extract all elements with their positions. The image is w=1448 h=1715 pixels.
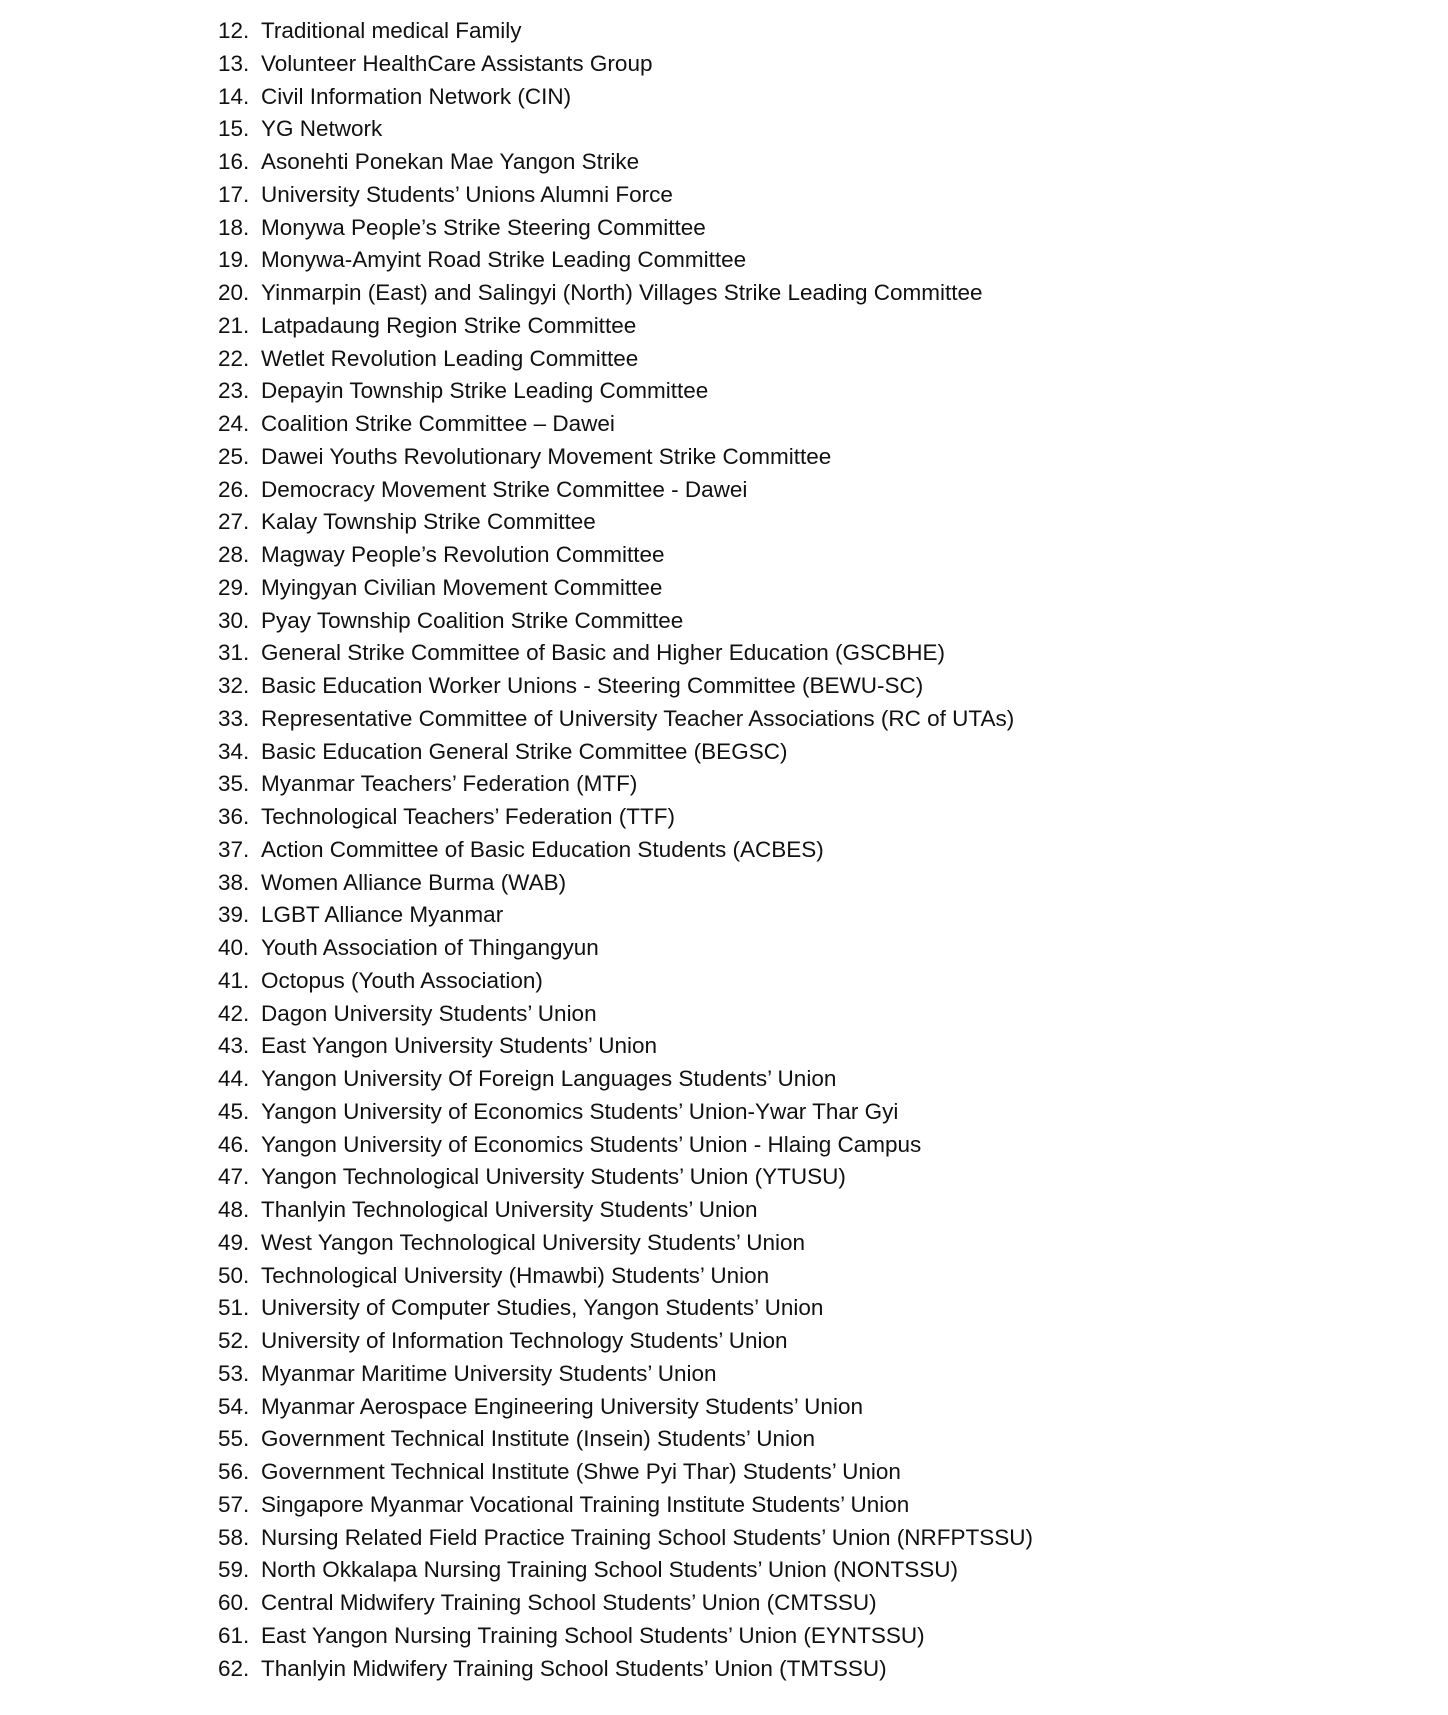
list-item <box>218 670 1033 703</box>
list-item-text: North Okkalapa Nursing Training School Students’ Union (NONTSSU) <box>261 1557 958 1583</box>
list-item <box>218 1030 1033 1063</box>
list-item-text: University Students’ Unions Alumni Force <box>261 181 673 207</box>
list-item <box>218 899 1033 932</box>
list-item <box>218 244 1033 277</box>
list-item <box>218 408 1033 441</box>
list-item-number: 41. <box>218 967 250 993</box>
list-item-text: Thanlyin Technological University Students’ Union <box>261 1197 758 1222</box>
list-item-text: LGBT Alliance Myanmar <box>261 902 504 928</box>
list-item-number: 46. <box>218 1131 250 1157</box>
list-item-number: 49. <box>218 1229 250 1255</box>
list-item <box>218 375 1033 408</box>
list-item-number: 32. <box>218 673 250 698</box>
list-item <box>218 81 1033 114</box>
list-item <box>218 539 1033 572</box>
list-item <box>218 277 1033 310</box>
list-item-number: 58. <box>218 1524 250 1550</box>
list-item-text: Government Technical Institute (Insein) Students’ Union <box>261 1426 816 1452</box>
list-item <box>218 1620 1033 1653</box>
list-item-text: Yangon University of Economics Students’ Union - Hlaing Campus <box>261 1131 922 1157</box>
list-item <box>218 1489 1033 1522</box>
list-item <box>218 867 1033 900</box>
list-item-number: 34. <box>218 738 250 764</box>
list-item <box>218 801 1033 834</box>
list-item <box>218 1456 1033 1489</box>
list-item-number: 56. <box>218 1459 250 1484</box>
list-item-text: Technological Teachers’ Federation (TTF) <box>261 804 675 829</box>
list-item <box>218 1587 1033 1620</box>
list-item-text: Representative Committee of University Teacher Associations (RC of UTAs) <box>261 705 1015 731</box>
list-item-number: 27. <box>218 509 250 535</box>
list-item-number: 59. <box>218 1557 250 1583</box>
list-item-number: 23. <box>218 378 250 404</box>
list-item-number: 39. <box>218 902 250 928</box>
list-item <box>218 965 1033 998</box>
list-item <box>218 1129 1033 1162</box>
list-item-text: Yangon Technological University Students’ Union (YTUSU) <box>261 1164 846 1190</box>
list-item <box>218 310 1033 343</box>
list-item <box>218 1522 1033 1555</box>
list-item-number: 21. <box>218 312 250 338</box>
list-item <box>218 1292 1033 1325</box>
list-item-number: 12. <box>218 18 250 43</box>
list-item-text: Yinmarpin (East) and Salingyi (North) Villages Strike Leading Committee <box>261 280 983 305</box>
list-item-text: Government Technical Institute (Shwe Pyi Thar) Students’ Union <box>261 1459 901 1484</box>
list-item-number: 40. <box>218 935 250 960</box>
list-item-number: 30. <box>218 607 250 633</box>
list-item-number: 13. <box>218 50 250 76</box>
list-item-text: Myanmar Maritime University Students’ Union <box>261 1360 717 1386</box>
list-item-text: Singapore Myanmar Vocational Training Institute Students’ Union <box>261 1491 910 1517</box>
list-item-text: Monywa-Amyint Road Strike Leading Committee <box>261 247 747 273</box>
list-item <box>218 343 1033 376</box>
list-item-text: University of Information Technology Students’ Union <box>261 1328 788 1353</box>
list-item-number: 16. <box>218 149 250 174</box>
list-item-text: Dagon University Students’ Union <box>261 1000 597 1026</box>
list-item <box>218 1161 1033 1194</box>
list-item <box>218 1391 1033 1424</box>
list-item <box>218 998 1033 1031</box>
list-item-text: Depayin Township Strike Leading Committee <box>261 378 709 404</box>
list-item <box>218 1096 1033 1129</box>
list-item-text: Basic Education Worker Unions - Steering Committee (BEWU-SC) <box>261 673 924 698</box>
list-item-text: Civil Information Network (CIN) <box>261 83 572 109</box>
organization-list <box>218 15 1033 1685</box>
list-item-number: 35. <box>218 771 250 797</box>
list-item-number: 15. <box>218 116 250 142</box>
list-item-text: Kalay Township Strike Committee <box>261 509 596 535</box>
list-item-text: Magway People’s Revolution Committee <box>261 542 665 567</box>
list-item-text: Yangon University of Economics Students’ Union-Ywar Thar Gyi <box>261 1098 899 1124</box>
list-item-number: 60. <box>218 1590 250 1615</box>
list-item-text: Thanlyin Midwifery Training School Students’ Union (TMTSSU) <box>261 1655 887 1681</box>
list-item-number: 38. <box>218 869 250 895</box>
list-item-number: 20. <box>218 280 250 305</box>
list-item-text: Democracy Movement Strike Committee - Dawei <box>261 476 748 502</box>
list-item <box>218 15 1033 48</box>
list-item <box>218 736 1033 769</box>
list-item-text: Action Committee of Basic Education Students (ACBES) <box>261 836 824 862</box>
list-item-text: Octopus (Youth Association) <box>261 967 543 993</box>
list-item-text: East Yangon University Students’ Union <box>261 1033 658 1059</box>
list-item <box>218 1325 1033 1358</box>
list-item-number: 61. <box>218 1622 250 1648</box>
list-item-number: 29. <box>218 574 250 600</box>
list-item <box>218 637 1033 670</box>
list-item-number: 43. <box>218 1033 250 1059</box>
list-item-number: 48. <box>218 1197 250 1222</box>
list-item <box>218 768 1033 801</box>
list-item-number: 36. <box>218 804 250 829</box>
list-item-text: Women Alliance Burma (WAB) <box>261 869 567 895</box>
list-item <box>218 1423 1033 1456</box>
list-item-number: 18. <box>218 214 250 240</box>
list-item-text: Dawei Youths Revolutionary Movement Strike Committee <box>261 443 832 469</box>
list-item-text: University of Computer Studies, Yangon Students’ Union <box>261 1295 824 1321</box>
list-item-text: Nursing Related Field Practice Training School Students’ Union (NRFPTSSU) <box>261 1524 1033 1550</box>
list-item-text: Coalition Strike Committee – Dawei <box>261 411 615 436</box>
list-item-text: Myingyan Civilian Movement Committee <box>261 574 663 600</box>
list-item-text: Pyay Township Coalition Strike Committee <box>261 607 684 633</box>
list-item-text: Youth Association of Thingangyun <box>261 935 599 960</box>
list-item-number: 14. <box>218 83 250 109</box>
list-item-number: 51. <box>218 1295 250 1321</box>
list-item-number: 33. <box>218 705 250 731</box>
list-item-text: East Yangon Nursing Training School Students’ Union (EYNTSSU) <box>261 1622 925 1648</box>
list-item-number: 17. <box>218 181 250 207</box>
list-item-text: Basic Education General Strike Committee (BEGSC) <box>261 738 788 764</box>
list-item <box>218 113 1033 146</box>
list-item <box>218 179 1033 212</box>
list-item-number: 19. <box>218 247 250 273</box>
list-item-text: West Yangon Technological University Students’ Union <box>261 1229 806 1255</box>
list-item-text: Myanmar Aerospace Engineering University Students’ Union <box>261 1393 863 1419</box>
list-item <box>218 703 1033 736</box>
list-item-number: 62. <box>218 1655 250 1681</box>
list-item-number: 28. <box>218 542 250 567</box>
list-item <box>218 932 1033 965</box>
list-item-number: 26. <box>218 476 250 502</box>
list-item <box>218 1554 1033 1587</box>
list-item <box>218 834 1033 867</box>
list-item <box>218 146 1033 179</box>
list-item-number: 57. <box>218 1491 250 1517</box>
list-item-text: Central Midwifery Training School Students’ Union (CMTSSU) <box>261 1590 877 1615</box>
list-item <box>218 474 1033 507</box>
list-item-number: 50. <box>218 1262 250 1288</box>
list-item-text: Monywa People’s Strike Steering Committee <box>261 214 706 240</box>
list-item-number: 44. <box>218 1066 250 1091</box>
list-item-text: Volunteer HealthCare Assistants Group <box>261 50 653 76</box>
list-item <box>218 48 1033 81</box>
list-item-text: Wetlet Revolution Leading Committee <box>261 345 639 371</box>
list-item-number: 54. <box>218 1393 250 1419</box>
list-item-number: 47. <box>218 1164 250 1190</box>
list-item-number: 25. <box>218 443 250 469</box>
list-item <box>218 506 1033 539</box>
list-item-text: Traditional medical Family <box>261 18 522 43</box>
list-item <box>218 441 1033 474</box>
list-item <box>218 1227 1033 1260</box>
list-item-text: Yangon University Of Foreign Languages Students’ Union <box>261 1066 837 1091</box>
list-item <box>218 1260 1033 1293</box>
list-item-text: Myanmar Teachers’ Federation (MTF) <box>261 771 638 797</box>
list-item <box>218 1063 1033 1096</box>
list-item-number: 53. <box>218 1360 250 1386</box>
list-item-number: 31. <box>218 640 250 666</box>
list-item <box>218 1653 1033 1686</box>
list-item-text: General Strike Committee of Basic and Higher Education (GSCBHE) <box>261 640 946 666</box>
list-item-number: 42. <box>218 1000 250 1026</box>
list-item-text: Technological University (Hmawbi) Students’ Union <box>261 1262 770 1288</box>
list-item <box>218 1358 1033 1391</box>
list-item-number: 55. <box>218 1426 250 1452</box>
list-item-text: Asonehti Ponekan Mae Yangon Strike <box>261 149 640 174</box>
list-item-number: 45. <box>218 1098 250 1124</box>
list-item-number: 24. <box>218 411 250 436</box>
list-item <box>218 572 1033 605</box>
list-item-number: 52. <box>218 1328 250 1353</box>
list-item-text: Latpadaung Region Strike Committee <box>261 312 637 338</box>
list-item <box>218 212 1033 245</box>
list-item-number: 22. <box>218 345 250 371</box>
list-item-text: YG Network <box>261 116 383 142</box>
list-item <box>218 605 1033 638</box>
list-item-number: 37. <box>218 836 250 862</box>
list-item <box>218 1194 1033 1227</box>
